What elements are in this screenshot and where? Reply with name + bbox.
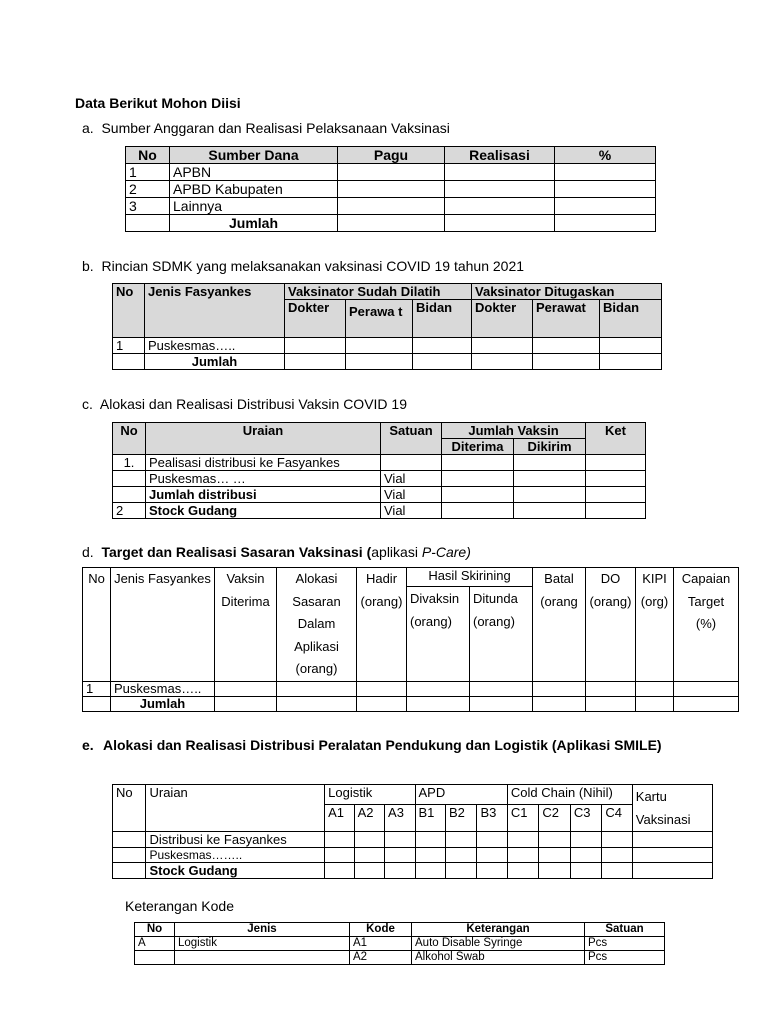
table-c (112, 422, 646, 519)
header-cold-chain: Cold Chain (Nihil) (507, 785, 632, 805)
cell-percent[interactable] (555, 198, 656, 215)
header-divaksin: Divaksin (orang) (407, 586, 470, 681)
header-percent: % (555, 147, 656, 164)
cell-pagu[interactable] (338, 215, 445, 232)
cell-jenis: Puskesmas….. (145, 338, 285, 354)
section-a-title: Sumber Anggaran dan Realisasi Pelaksanaan Vaksinasi (101, 120, 450, 136)
cell-percent[interactable] (555, 181, 656, 198)
cell-sumber: APBN (170, 164, 338, 181)
cell-input[interactable] (514, 455, 586, 471)
cell-input[interactable] (674, 681, 739, 696)
section-a-marker: a. (82, 120, 94, 136)
cell-input[interactable] (507, 863, 538, 879)
cell-jenis: Logistik (175, 937, 350, 951)
table-row (113, 832, 713, 848)
cell-input[interactable] (539, 848, 570, 863)
table-row (113, 487, 646, 503)
cell-input[interactable] (354, 848, 384, 863)
header-capaian-target: Capaian Target (%) (674, 568, 739, 682)
cell-pagu[interactable] (338, 181, 445, 198)
cell-input[interactable] (674, 696, 739, 711)
section-e-heading (82, 733, 714, 758)
cell-input[interactable] (533, 681, 586, 696)
header-no: No (126, 147, 170, 164)
header-ditunda: Ditunda (orang) (470, 586, 533, 681)
cell-percent[interactable] (555, 215, 656, 232)
cell-no (135, 951, 175, 965)
cell-kode: A1 (350, 937, 412, 951)
cell-no (113, 832, 146, 848)
cell-input[interactable] (636, 696, 674, 711)
cell-pagu[interactable] (338, 198, 445, 215)
section-d-title-italic: P-Care) (421, 544, 471, 560)
cell-input[interactable] (385, 848, 415, 863)
cell-input[interactable] (470, 696, 533, 711)
header-no: No (135, 923, 175, 937)
cell-input[interactable] (354, 832, 384, 848)
cell-input[interactable] (415, 848, 445, 863)
header-batal: Batal (orang (533, 568, 586, 682)
cell-input[interactable] (415, 863, 445, 879)
cell-input[interactable] (586, 696, 636, 711)
header-vaksin-diterima: Vaksin Diterima (215, 568, 277, 682)
header-diterima: Diterima (442, 439, 514, 455)
header-code: C3 (570, 804, 601, 831)
cell-empty (83, 696, 111, 711)
header-realisasi: Realisasi (445, 147, 555, 164)
cell-realisasi[interactable] (445, 198, 555, 215)
header-kipi: KIPI (org) (636, 568, 674, 682)
cell-input[interactable] (632, 832, 712, 848)
section-d-heading (82, 544, 471, 560)
cell-input[interactable] (357, 696, 407, 711)
section-d-marker: d. (82, 544, 94, 560)
cell-input[interactable] (215, 681, 277, 696)
cell-input[interactable] (442, 471, 514, 487)
cell-input[interactable] (385, 863, 415, 879)
cell-satuan: Vial (381, 503, 442, 519)
cell-input[interactable] (325, 832, 354, 848)
header-code: C2 (539, 804, 570, 831)
cell-total-label: Jumlah (111, 696, 215, 711)
cell-input[interactable] (346, 354, 413, 370)
cell-input[interactable] (586, 455, 646, 471)
cell-input[interactable] (533, 338, 600, 354)
section-a-heading (82, 120, 450, 136)
cell-no (113, 471, 146, 487)
cell-input[interactable] (407, 681, 470, 696)
cell-input[interactable] (507, 832, 538, 848)
header-no: No (113, 284, 145, 338)
cell-input[interactable] (215, 696, 277, 711)
header-kartu-vaksinasi: Kartu Vaksinasi (632, 785, 712, 832)
cell-input[interactable] (442, 455, 514, 471)
cell-jenis: Puskesmas….. (111, 681, 215, 696)
section-e-marker: e. (82, 737, 94, 753)
cell-pagu[interactable] (338, 164, 445, 181)
cell-input[interactable] (600, 354, 662, 370)
cell-uraian: Stock Gudang (146, 863, 325, 879)
cell-input[interactable] (415, 832, 445, 848)
header-sumber-dana: Sumber Dana (170, 147, 338, 164)
cell-no: 1 (113, 338, 145, 354)
section-c-title: Alokasi dan Realisasi Distribusi Vaksin COVID 19 (99, 396, 407, 412)
cell-empty (126, 215, 170, 232)
cell-realisasi[interactable] (445, 181, 555, 198)
section-b-title: Rincian SDMK yang melaksanakan vaksinasi COVID 19 tahun 2021 (101, 258, 525, 274)
header-perawat: Perawat (533, 300, 600, 338)
cell-input[interactable] (514, 471, 586, 487)
cell-no (113, 863, 146, 879)
header-satuan: Satuan (585, 923, 665, 937)
header-code: A1 (325, 804, 354, 831)
header-apd: APD (415, 785, 507, 805)
table-d (82, 567, 739, 712)
header-kode: Kode (350, 923, 412, 937)
header-ket: Ket (586, 423, 646, 455)
header-pagu: Pagu (338, 147, 445, 164)
cell-satuan: Vial (381, 487, 442, 503)
section-b-marker: b. (82, 258, 94, 274)
table-row (113, 503, 646, 519)
cell-satuan (381, 455, 442, 471)
cell-no: 3 (126, 198, 170, 215)
cell-input[interactable] (413, 338, 472, 354)
cell-input[interactable] (477, 848, 507, 863)
table-total-row (113, 354, 662, 370)
header-no: No (113, 785, 146, 832)
cell-keterangan: Alkohol Swab (412, 951, 585, 965)
cell-input[interactable] (586, 681, 636, 696)
header-no: No (113, 423, 146, 455)
cell-sumber: Lainnya (170, 198, 338, 215)
section-d-title-normal: aplikasi (371, 544, 422, 560)
cell-input[interactable] (285, 354, 346, 370)
header-code: C4 (602, 804, 632, 831)
table-row (113, 455, 646, 471)
cell-no: 2 (126, 181, 170, 198)
cell-input[interactable] (346, 338, 413, 354)
cell-input[interactable] (514, 503, 586, 519)
cell-input[interactable] (442, 503, 514, 519)
page-title: Data Berikut Mohon Diisi (75, 95, 241, 111)
header-dikirim: Dikirim (514, 439, 586, 455)
cell-no (113, 487, 146, 503)
cell-input[interactable] (277, 681, 357, 696)
header-hadir: Hadir (orang) (357, 568, 407, 682)
section-c-heading (82, 396, 407, 412)
table-row (113, 863, 713, 879)
cell-input[interactable] (586, 487, 646, 503)
table-row (113, 338, 662, 354)
cell-input[interactable] (413, 354, 472, 370)
cell-no: 2 (113, 503, 146, 519)
cell-input[interactable] (285, 338, 346, 354)
cell-input[interactable] (533, 696, 586, 711)
cell-input[interactable] (533, 354, 600, 370)
cell-input[interactable] (445, 848, 476, 863)
header-jumlah-vaksin: Jumlah Vaksin (442, 423, 586, 439)
cell-input[interactable] (586, 503, 646, 519)
header-jenis: Jenis (175, 923, 350, 937)
cell-uraian: Pealisasi distribusi ke Fasyankes (146, 455, 381, 471)
header-dokter: Dokter (472, 300, 533, 338)
cell-input[interactable] (277, 696, 357, 711)
header-uraian: Uraian (146, 785, 325, 832)
section-d-title-bold: Target dan Realisasi Sasaran Vaksinasi ( (101, 544, 372, 560)
table-row (83, 681, 739, 696)
cell-input[interactable] (600, 338, 662, 354)
header-vaksinator-ditugaskan: Vaksinator Ditugaskan (472, 284, 662, 300)
cell-input[interactable] (570, 863, 601, 879)
header-code: B1 (415, 804, 445, 831)
cell-input[interactable] (472, 354, 533, 370)
cell-input[interactable] (539, 863, 570, 879)
cell-uraian: Distribusi ke Fasyankes (146, 832, 325, 848)
cell-input[interactable] (602, 832, 632, 848)
cell-realisasi[interactable] (445, 164, 555, 181)
cell-input[interactable] (570, 848, 601, 863)
header-logistik: Logistik (325, 785, 415, 805)
cell-input[interactable] (325, 863, 354, 879)
cell-empty (113, 354, 145, 370)
cell-input[interactable] (570, 832, 601, 848)
cell-input[interactable] (586, 471, 646, 487)
cell-input[interactable] (357, 681, 407, 696)
header-perawat: Perawa t (346, 300, 413, 338)
cell-satuan: Pcs (585, 937, 665, 951)
cell-satuan: Pcs (585, 951, 665, 965)
header-hasil-skirining: Hasil Skirining (407, 568, 533, 587)
table-keterangan (134, 922, 665, 965)
cell-input[interactable] (539, 832, 570, 848)
header-jenis-fasyankes: Jenis Fasyankes (145, 284, 285, 338)
cell-total-label: Jumlah (145, 354, 285, 370)
cell-input[interactable] (602, 863, 632, 879)
cell-uraian: Stock Gudang (146, 503, 381, 519)
cell-input[interactable] (354, 863, 384, 879)
header-code: B3 (477, 804, 507, 831)
cell-input[interactable] (385, 832, 415, 848)
cell-uraian: Puskesmas…….. (146, 848, 325, 863)
cell-input[interactable] (407, 696, 470, 711)
cell-input[interactable] (445, 863, 476, 879)
header-alokasi-sasaran: Alokasi Sasaran Dalam Aplikasi (orang) (277, 568, 357, 682)
cell-input[interactable] (470, 681, 533, 696)
table-row (135, 951, 665, 965)
header-keterangan: Keterangan (412, 923, 585, 937)
cell-no: 1 (126, 164, 170, 181)
header-uraian: Uraian (146, 423, 381, 455)
cell-realisasi[interactable] (445, 215, 555, 232)
table-row (126, 181, 656, 198)
table-row (113, 848, 713, 863)
section-c-marker: c. (82, 396, 93, 412)
section-e-heading-row (82, 733, 714, 758)
table-total-row (83, 696, 739, 711)
header-dokter: Dokter (285, 300, 346, 338)
cell-input[interactable] (632, 848, 712, 863)
cell-input[interactable] (325, 848, 354, 863)
header-bidan: Bidan (600, 300, 662, 338)
cell-kode: A2 (350, 951, 412, 965)
cell-input[interactable] (477, 863, 507, 879)
cell-input[interactable] (636, 681, 674, 696)
table-row (113, 471, 646, 487)
table-row (126, 164, 656, 181)
cell-no: 1. (113, 455, 146, 471)
cell-input[interactable] (507, 848, 538, 863)
cell-input[interactable] (472, 338, 533, 354)
cell-satuan: Vial (381, 471, 442, 487)
cell-input[interactable] (445, 832, 476, 848)
section-e-title: Alokasi dan Realisasi Distribusi Peralatan Pendukung dan Logistik (Aplikasi SMILE) (103, 737, 662, 753)
cell-keterangan: Auto Disable Syringe (412, 937, 585, 951)
cell-uraian: Jumlah distribusi (146, 487, 381, 503)
cell-uraian: Puskesmas… … (146, 471, 381, 487)
cell-no: 1 (83, 681, 111, 696)
header-no: No (83, 568, 111, 682)
table-b (112, 283, 662, 370)
cell-percent[interactable] (555, 164, 656, 181)
cell-total-label: Jumlah (170, 215, 338, 232)
cell-input[interactable] (514, 487, 586, 503)
header-code: C1 (507, 804, 538, 831)
section-b-heading (82, 258, 524, 274)
header-jenis-fasyankes: Jenis Fasyankes (111, 568, 215, 682)
table-row (126, 198, 656, 215)
cell-input[interactable] (602, 848, 632, 863)
cell-no: A (135, 937, 175, 951)
table-a-header (126, 147, 656, 164)
header-bidan: Bidan (413, 300, 472, 338)
table-total-row (126, 215, 656, 232)
header-vaksinator-dilatih: Vaksinator Sudah Dilatih (285, 284, 472, 300)
header-code: A3 (385, 804, 415, 831)
table-a (125, 146, 656, 232)
cell-input[interactable] (632, 863, 712, 879)
cell-no (113, 848, 146, 863)
header-do: DO (orang) (586, 568, 636, 682)
header-code: A2 (354, 804, 384, 831)
cell-sumber: APBD Kabupaten (170, 181, 338, 198)
table-row (135, 937, 665, 951)
table-e (112, 784, 713, 879)
header-code: B2 (445, 804, 476, 831)
cell-input[interactable] (477, 832, 507, 848)
keterangan-heading: Keterangan Kode (125, 898, 234, 914)
cell-input[interactable] (442, 487, 514, 503)
cell-jenis (175, 951, 350, 965)
header-satuan: Satuan (381, 423, 442, 455)
